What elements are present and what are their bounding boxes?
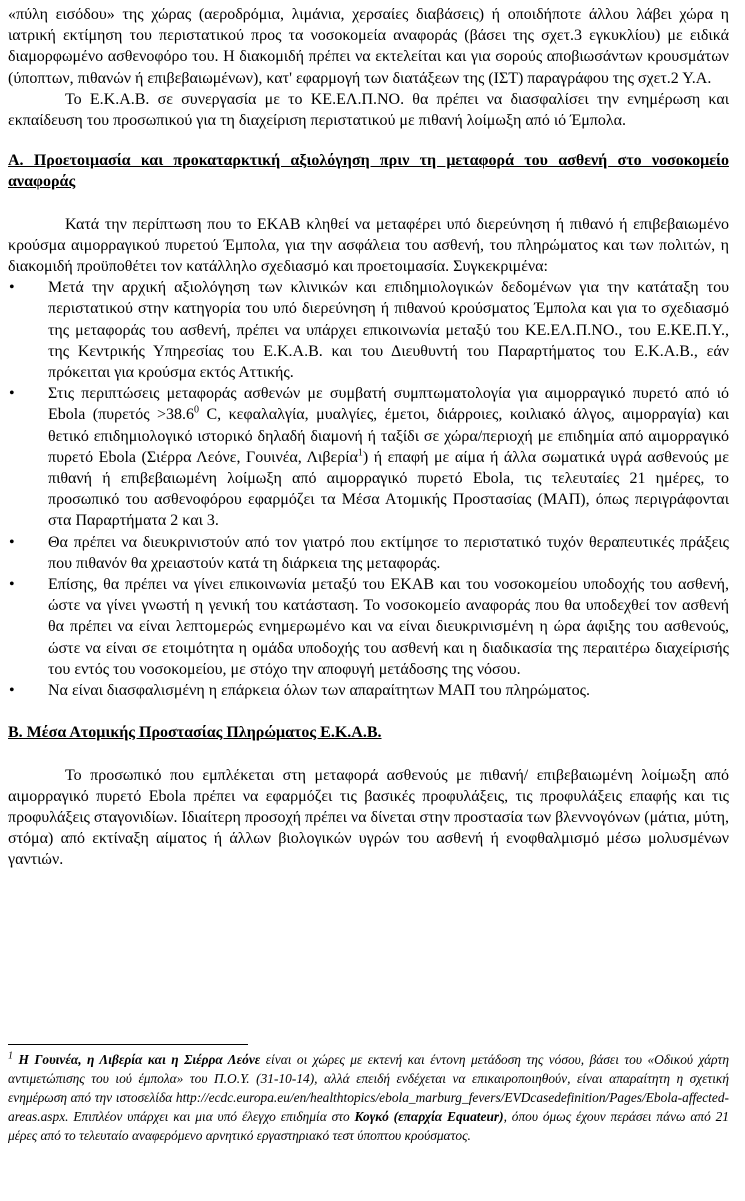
list-item-text-part: Στις περιπτώσεις μεταφοράς ασθενών με συμβατή συμπτωματολογία για αιμορραγικό πυρετό από ιό Ebola (πυρετός >38.6 bbox=[48, 385, 729, 424]
footnote-text: είναι οι χώρες με εκτενή και έντονη μετάδοση της νόσου, βάσει του «Οδικού χάρτη αντιμετώπισης του ιού έμπολα» του Π.Ο.Υ. (31-10-14), αλλά επειδή ενδέχεται να επικαιροποιηθούν, είναι απαραίτητη η σχετική ενημέρωση από την ιστοσελίδα http://ecdc.europa.eu/en/healthtopics/ebola_marburg_fevers/EVDcasedefinition/Pages/Ebola-affected-areas.aspx. Επιπλέον υπάρχει και μια υπό έλεγχο επιδημία στο bbox=[8, 1052, 729, 1124]
footnote-text-end: , όπου όμως έχουν περάσει πάνω από 21 μέρες από το τελευταίο αναφερόμενο αρνητικό εργαστηριακό τεστ ύποπτου κρούσματος. bbox=[8, 1109, 729, 1143]
list-item-text bbox=[48, 385, 729, 529]
list-item-text: Επίσης, θα πρέπει να γίνει επικοινωνία μεταξύ του ΕΚΑΒ και του νοσοκομείου υποδοχής του ασθενή, ώστε να γίνει γνωστή η γενική του κατάσταση. Το νοσοκομείο αναφοράς που θα υποδεχθεί τον ασθενή θα πρέπει να είναι λεπτομερώς ενημερωμένο και να είναι διευκρινισμένη η ώρα άφιξης του ασθενούς, ώστε να είναι σε ετοιμότητα η ομάδα υποδοχής του ασθενή και η διαδικασία της περαιτέρω διαχείρισής του εντός του νοσοκομείου, με στόχο την αποφυγή μετάδοσης της νόσου. bbox=[48, 576, 729, 678]
list-item bbox=[8, 277, 729, 383]
footnote-reference[interactable]: 1 bbox=[357, 447, 363, 459]
list-item bbox=[8, 574, 729, 680]
footnote bbox=[8, 1050, 729, 1145]
list-item-text: Θα πρέπει να διευκρινιστούν από τον γιατρό που εκτίμησε το περιστατικό τυχόν θεραπευτικές πράξεις που πιθανόν θα χρειαστούν κατά τη διάρκεια της μεταφοράς. bbox=[48, 533, 729, 572]
section-a-intro: Κατά την περίπτωση που το ΕΚΑΒ κληθεί να μεταφέρει υπό διερεύνηση ή πιθανό ή επιβεβαιωμένο κρούσμα αιμορραγικού πυρετού Έμπολα, για την ασφάλεια του ασθενή, του πληρώματος και των πολιτών, η διακομιδή προϋποθέτει τον κατάλληλο σχεδιασμό και προετοιμασία. Συγκεκριμένα: bbox=[8, 215, 729, 276]
footnote-number: 1 bbox=[8, 1050, 13, 1062]
bullet-marker: • bbox=[9, 533, 15, 551]
list-item-text-part: C, κεφαλαλγία, μυαλγίες, έμετοι, διάρροιες, κοιλιακό άλγος, αιμορραγία) και θετικό επιδημιολογικό ιστορικό δηλαδή διαμονή ή ταξίδι σε χώρα/περιοχή με επιδημία από αιμορραγικό πυρετό Ebola (Σιέρρα Λεόνε, Γουινέα, Λιβερία bbox=[48, 406, 730, 466]
section-b-heading: Β. Μέσα Ατομικής Προστασίας Πληρώματος Ε.Κ.Α.Β. bbox=[8, 724, 382, 742]
list-item-text: Μετά την αρχική αξιολόγηση των κλινικών και επιδημιολογικών δεδομένων για την κατάταξη του περιστατικού στην κατηγορία του υπό διερεύνηση ή πιθανού κρούσματος Έμπολα και για το σχεδιασμό της μεταφοράς του ασθενή, πρέπει να υπάρχει επικοινωνία μεταξύ του ΚΕ.ΕΛ.Π.ΝΟ., του Ε.ΚΕ.Π.Υ., της Κεντρικής Υπηρεσίας του Ε.Κ.Α.Β. και του Διευθυντή του Παραρτήματος του Ε.Κ.Α.Β., εάν πρόκειται για κρούσμα εκτός Αττικής. bbox=[48, 279, 729, 382]
bullet-marker: • bbox=[9, 385, 15, 403]
list-item-text: Να είναι διασφαλισμένη η επάρκεια όλων των απαραίτητων ΜΑΠ του πληρώματος. bbox=[48, 682, 590, 700]
footnote-congo: Κογκό (επαρχία Equateur) bbox=[354, 1109, 504, 1124]
list-item-text-part: ) ή επαφή με αίμα ή άλλα σωματικά υγρά ασθενούς με πιθανή ή επιβεβαιωμένη λοίμωξη από αιμορραγικό πυρετό Ebola, τις τελευταίες 21 ημέρες, το προσωπικό του ασθενοφόρου εφαρμόζει τα Μέσα Ατομικής Προστασίας (ΜΑΠ), όπως περιγράφονται στα Παραρτήματα 2 και 3. bbox=[48, 448, 730, 530]
footnote-countries: Η Γουινέα, η Λιβερία και η Σιέρρα Λεόνε bbox=[18, 1052, 261, 1067]
list-item bbox=[8, 383, 729, 531]
bullet-marker: • bbox=[9, 279, 15, 297]
section-b-paragraph: Το προσωπικό που εμπλέκεται στη μεταφορά ασθενούς με πιθανή/ επιβεβαιωμένη λοίμωξη από αιμορραγικό πυρετό Ebola πρέπει να εφαρμόζει τις βασικές προφυλάξεις, τις προφυλάξεις επαφής και τις προφυλάξεις σταγονιδίων. Ιδιαίτερη προσοχή πρέπει να δίνεται στην προστασία των βλεννογόνων (μάτια, μύτη, στόμα) από εκτίναξη αίματος ή άλλων βιολογικών υγρών του ασθενή ή ενοφθαλμισμό μέσω μολυσμένων γαντιών. bbox=[8, 766, 729, 869]
document-page bbox=[8, 4, 729, 871]
intro-paragraph-training: Το Ε.Κ.Α.Β. σε συνεργασία με το ΚΕ.ΕΛ.Π.ΝΟ. θα πρέπει να διασφαλίσει την ενημέρωση και εκπαίδευση του προσωπικού για τη διαχείριση περιστατικού με πιθανή λοίμωξη από ιό Έμπολα. bbox=[8, 90, 729, 130]
bullet-marker: • bbox=[9, 682, 15, 700]
section-a-bullet-list bbox=[8, 277, 729, 701]
intro-paragraph-continued: «πύλη εισόδου» της χώρας (αεροδρόμια, λιμάνια, χερσαίες διαβάσεις) ή οποιδήποτε άλλου λάβει χώρα η ιατρική εκτίμηση του περιστατικού προς τα νοσοκομεία αναφοράς (βάσει της σχετ.3 εγκυκλίου) με ειδικά διαμορφωμένο ασθενοφόρο του. Η διακομιδή πρέπει να εκτελείται και για σορούς αποβιωσάντων κρουσμάτων (ύποπτων, πιθανών ή επιβεβαιωμένων), κατ' εφαρμογή των διατάξεων της (ΙΣΤ) παραγράφου της σχετ.2 Υ.Α. bbox=[8, 6, 729, 87]
bullet-marker: • bbox=[9, 576, 15, 594]
section-a-heading: Α. Προετοιμασία και προκαταρκτική αξιολόγηση πριν τη μεταφορά του ασθενή στο νοσοκομείο αναφοράς bbox=[8, 152, 729, 191]
footnote-separator bbox=[8, 1044, 248, 1045]
degree-superscript: 0 bbox=[194, 405, 200, 417]
list-item bbox=[8, 532, 729, 574]
list-item bbox=[8, 680, 729, 701]
